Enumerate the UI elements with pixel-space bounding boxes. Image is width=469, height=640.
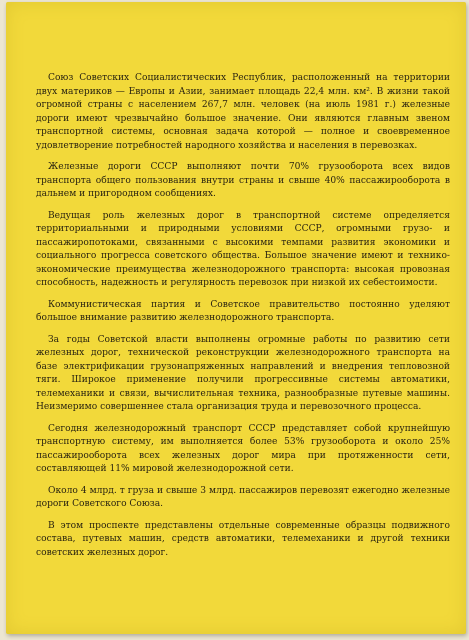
paragraph-today: Сегодня железнодорожный транспорт СССР представляет собой крупнейшую транспортную систему, им выполняется более 53% грузооборота и около 25% пассажирооборота всех железных дорог мира при протяженности сети, составляющей 11% мировой железнодорожной сети. xyxy=(36,423,450,474)
paragraph-freight-share: Железные дороги СССР выполняют почти 70% грузооборота всех видов транспорта общего пользования внутри страны и свыше 40% пассажирооборота в дальнем и пригородном сообщениях. xyxy=(36,162,450,199)
paragraph-annual-volume: Около 4 млрд. т груза и свыше 3 млрд. пассажиров перевозят ежегодно железные дороги Советского Союза. xyxy=(36,485,450,509)
paragraph-area: Союз Советских Социалистических Республик, расположенный на территории двух материков — Европы и Азии, занимает площадь 22,4 млн. км². В жизни такой огромной страны с населением 267,7 млн. человек (на июль 1981 г.) железные дороги имеют чрезвычайно большое значение. Они являются главным звеном транспортной системы, основная задача которой — полное и своевременное удовлетворение потребностей народного хозяйства и населения в перевозках. xyxy=(36,73,450,151)
paragraph-leading-role: Ведущая роль железных дорог в транспортной системе определяется территориальными и природными условиями СССР, огромными грузо- и пассажиропотоками, связанными с высокими темпами развития экономики и социального прогресса советского общества. Большое значение имеют и технико-экономические преимущества железнодорожного транспорта: высокая провозная способность, надежность и регулярность перевозок при низкой их себестоимости. xyxy=(36,210,450,288)
paragraph-party-attention: Коммунистическая партия и Советское правительство постоянно уделяют большое внимание развитию железнодорожного транспорта. xyxy=(36,299,450,323)
yellow-page xyxy=(6,2,466,634)
paragraph-soviet-years: За годы Советской власти выполнены огромные работы по развитию сети железных дорог, технической реконструкции железнодорожного транспорта на базе электрификации грузонапряженных направлений и внедрения тепловозной тяги. Широкое применение получили прогрессивные системы автоматики, телемеханики и связи, вычислительная техника, разнообразные путевые машины. Неизмеримо совершеннее стала организация труда и перевозочного процесса. xyxy=(36,334,450,412)
paragraph-brochure-scope: В этом проспекте представлены отдельные современные образцы подвижного состава, путевых машин, средств автоматики, телемеханики и другой техники советских железных дорог. xyxy=(36,520,450,558)
text-body xyxy=(36,72,450,568)
